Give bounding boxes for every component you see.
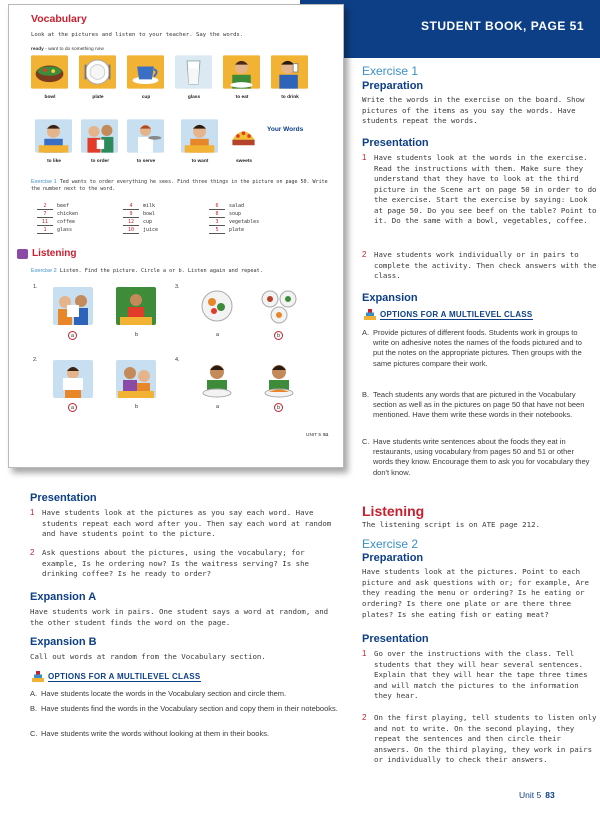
to-serve-picture	[127, 119, 164, 153]
numbered-step: 1 Have students look at the pictures as you say each word. Have students repeat each word after you. Then say each word at random and have students point to the picture.	[30, 508, 332, 538]
word-cell: 7 chicken	[37, 211, 123, 218]
listen-picture-2a	[53, 360, 93, 398]
sb-exercise-2-instruction: Exercise 2 Listen. Find the picture. Circle a or b. Listen again and repeat.	[31, 268, 263, 274]
header-title: STUDENT BOOK, PAGE 51	[421, 19, 584, 33]
multilevel-item: A. Have students locate the words in the Vocabulary section and circle them.	[30, 689, 287, 698]
expansion-b-text: Call out words at random from the Vocabulary section.	[30, 652, 266, 661]
word-row	[37, 218, 297, 226]
word-cell: 9 bowl	[123, 211, 209, 218]
option-b-circled: b	[274, 403, 283, 412]
listening-heading: Listening	[362, 503, 425, 519]
sweets-picture	[225, 119, 262, 153]
option-a-circled: a	[68, 403, 77, 412]
item-number: 3.	[175, 284, 180, 290]
sb-instruction: Look at the pictures and listen to your teacher. Say the words.	[31, 32, 244, 38]
label-bowl: bowl	[44, 95, 56, 100]
expansion-b-heading: Expansion B	[30, 636, 97, 648]
listen-picture-1b	[116, 287, 156, 325]
numbered-step: 2 Have students work individually or in pairs to complete the activity. Then check answers with the class.	[362, 250, 597, 280]
label-plate: plate	[92, 95, 104, 100]
word-cell: 10 juice	[123, 227, 209, 234]
left-presentation-heading: Presentation	[30, 492, 97, 504]
word-row	[37, 210, 297, 218]
numbered-step: 2 Ask questions about the pictures, using the vocabulary; for example, Is he ordering now? Is the waitress serving? Is she drinking coffee? Is he ready to order?	[30, 548, 309, 578]
numbered-step: 1 Have students look at the words in the exercise. Read the instructions with them. Make sure they understand that they have to look at the third picture in the Scene art on page 50 in order to do the exercise. Start the exercise by saying: Look at page 50. Do you see beef on the table? Point to it. Do the same with a bowl, vegetables, coffee.	[362, 153, 597, 225]
plate-picture	[79, 55, 116, 89]
word-cell: 11 coffee	[37, 219, 123, 226]
label-glass: glass	[187, 95, 201, 100]
option-a: a	[215, 404, 220, 410]
word-row	[37, 226, 297, 234]
word-cell: 4 milk	[123, 203, 209, 210]
sb-listening-heading: Listening	[17, 248, 76, 259]
item-number: 4.	[175, 357, 180, 363]
presentation-2-heading: Presentation	[362, 633, 429, 645]
sb-word-grid	[37, 202, 297, 234]
word-cell: 6 salad	[209, 203, 295, 210]
stacked-blocks-icon	[32, 671, 44, 682]
listen-picture-3a	[197, 287, 237, 325]
to-want-picture	[181, 119, 218, 153]
stacked-blocks-icon	[364, 309, 376, 320]
preparation-2-text: Have students look at the pictures. Point to each picture and ask questions with or; for example, Are they reading the menu or ordering? Is he eating or ordering? Is there one plate or are there three plates? Is she eating fish or eating meat?	[362, 567, 589, 619]
option-a-circled: a	[68, 331, 77, 340]
numbered-step: 1 Go over the instructions with the class. Tell students that they will hear several sentences. Explain that they will hear the tape three times and will match the pictures to the information they hear.	[362, 649, 588, 700]
label-to-eat: to eat	[235, 95, 249, 100]
word-cell: 1 glass	[37, 227, 123, 234]
listen-picture-4b	[259, 360, 299, 398]
label-cup: cup	[141, 95, 151, 100]
sb-ready-definition: ready - want to do something now	[31, 47, 104, 52]
multilevel-item: B. Have students find the words in the Vocabulary section and copy them in their notebooks.	[30, 704, 338, 713]
to-like-picture	[35, 119, 72, 153]
to-eat-picture	[223, 55, 260, 89]
multilevel-options-heading: OPTIONS FOR A MULTILEVEL CLASS	[364, 309, 533, 320]
sb-your-words: Your Words	[267, 126, 304, 133]
expansion-heading: Expansion	[362, 292, 418, 304]
sb-vocabulary-title: Vocabulary	[31, 13, 87, 25]
word-cell: 2 beef	[37, 203, 123, 210]
sb-footer: UNIT 5 51	[306, 433, 329, 438]
listen-picture-1a	[53, 287, 93, 325]
label-to-order: to order	[90, 159, 110, 164]
word-cell: 12 cup	[123, 219, 209, 226]
expansion-item: C. Have students write sentences about the foods they eat in restaurants, using vocabulary from pages 50 and 51 or other words they know. Encourage them to ask you for vocabulary they don't know.	[362, 437, 590, 477]
expansion-item: B. Teach students any words that are pictured in the Vocabulary section as well as in the pictures on page 50 that have not been mentioned. Have them write these words in their notebooks.	[362, 390, 585, 420]
to-drink-picture	[271, 55, 308, 89]
option-b-circled: b	[274, 331, 283, 340]
listening-note: The listening script is on ATE page 212.	[362, 520, 540, 529]
student-book-page	[8, 4, 344, 468]
label-to-like: to like	[47, 159, 61, 164]
exercise-2-heading: Exercise 2	[362, 537, 419, 551]
label-to-want: to want	[191, 159, 209, 164]
listen-picture-2b	[116, 360, 156, 398]
multilevel-item: C. Have students write the words without looking at them in their books.	[30, 729, 270, 738]
multilevel-options-heading-left: OPTIONS FOR A MULTILEVEL CLASS	[32, 671, 201, 682]
option-a: a	[215, 332, 220, 338]
listen-picture-3b	[259, 287, 299, 325]
to-order-picture	[81, 119, 118, 153]
expansion-item: A. Provide pictures of different foods. Students work in groups to write on adhesive notes the names of the foods pictured and to put the notes on the appropriate pictures. Then groups with the same pictures compare their work.	[362, 328, 582, 368]
label-sweets: sweets	[236, 159, 252, 164]
preparation-2-heading: Preparation	[362, 552, 424, 564]
item-number: 2.	[33, 357, 38, 363]
sb-exercise-1-instruction: Exercise 1 Ted wants to order everything he sees. Find three things in the picture on page 50. Write the number next to the word.	[31, 179, 328, 192]
label-to-serve: to serve	[136, 159, 156, 164]
presentation-heading: Presentation	[362, 137, 429, 149]
expansion-a-text: Have students work in pairs. One student says a word at random, and the other student finds the word on the page.	[30, 607, 329, 627]
word-cell: 5 plate	[209, 227, 295, 234]
glass-picture	[175, 55, 212, 89]
exercise-1-heading: Exercise 1	[362, 64, 419, 78]
preparation-heading: Preparation	[362, 80, 424, 92]
option-b: b	[134, 332, 139, 338]
page-number: Unit 5 83	[519, 790, 555, 800]
label-to-drink: to drink	[281, 95, 299, 100]
word-cell: 8 soup	[209, 211, 295, 218]
listen-picture-4a	[197, 360, 237, 398]
bowl-picture	[31, 55, 68, 89]
cup-picture	[127, 55, 164, 89]
option-b: b	[134, 404, 139, 410]
preparation-text: Write the words in the exercise on the board. Show pictures of the items as you say the words. Have students repeat the words.	[362, 95, 585, 126]
header-bar	[300, 0, 600, 58]
item-number: 1.	[33, 284, 38, 290]
word-cell: 3 vegetables	[209, 219, 295, 226]
numbered-step: 2 On the first playing, tell students to listen only and not to write. On the second playing, they repeat the sentences and then circle their answers. On the third playing, they work in pairs or individually to check their answers.	[362, 713, 597, 764]
expansion-a-heading: Expansion A	[30, 591, 97, 603]
cassette-icon	[17, 249, 28, 259]
word-row	[37, 202, 297, 210]
